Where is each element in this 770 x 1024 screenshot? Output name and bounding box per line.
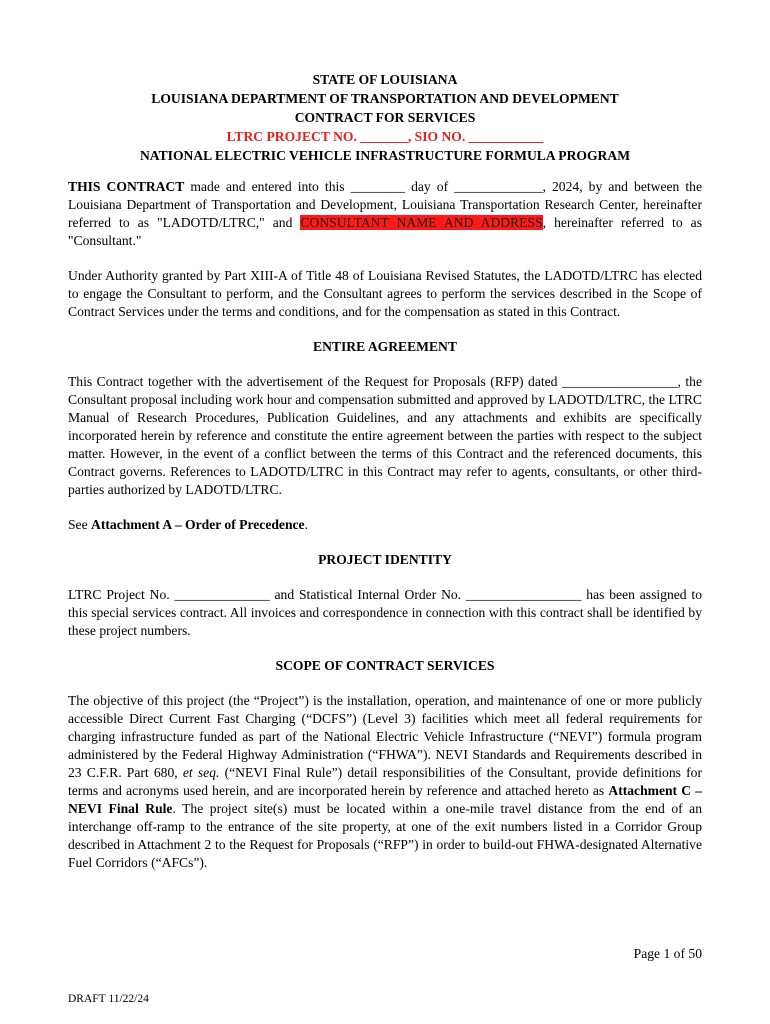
project-identity-body: LTRC Project No. ______________ and Statistical Internal Order No. _________________ has been assigned to this special services contract. All invoices and correspondence in connection with this contract shall be identified by these project numbers.	[68, 587, 702, 638]
page-number: Page 1 of 50	[633, 946, 702, 961]
intro-lead: THIS CONTRACT	[68, 179, 185, 194]
see-prefix: See	[68, 517, 92, 532]
project-identity-heading: PROJECT IDENTITY	[318, 552, 452, 567]
title-program: NATIONAL ELECTRIC VEHICLE INFRASTRUCTURE FORMULA PROGRAM	[139, 148, 631, 163]
scope-body	[68, 692, 702, 872]
draft-date: DRAFT 11/22/24	[68, 993, 149, 1005]
scope-text-3: . The project site(s) must be located within a one-mile travel distance from the end of an interchange off-ramp to the entrance of the site property, at one of the exit numbers listed in a Corridor Group described in Attachment 2 to the Request for Proposals (“RFP”) in order to build-out FHWA-designated Alternative Fuel Corridors (“AFCs”).	[68, 801, 702, 870]
authority-paragraph: Under Authority granted by Part XIII-A of Title 48 of Louisiana Revised Statutes, the LADOTD/LTRC has elected to engage the Consultant to perform, and the Consultant agrees to perform the services described in the Scope of Contract Services under the terms and conditions, and for the compensation as stated in this Contract.	[68, 268, 702, 319]
attachment-c-reference: Attachment C – NEVI Final Rule	[68, 783, 702, 816]
scope-et-seq: et seq.	[182, 765, 220, 780]
scope-text-2: (“NEVI Final Rule”) detail responsibilities of the Consultant, provide definitions for terms and acronyms used herein, and are incorporated herein by reference and attached hereto as	[68, 765, 702, 798]
entire-agreement-heading: ENTIRE AGREEMENT	[313, 339, 457, 354]
title-project-number: LTRC PROJECT NO. _______, SIO NO. ___________	[226, 129, 544, 144]
intro-paragraph	[68, 178, 702, 250]
scope-text-1: The objective of this project (the “Project”) is the installation, operation, and maintenance of one or more publicly accessible Direct Current Fast Charging (“DCFS”) (Level 3) facilities which meet all federal requirements for charging infrastructure funded as part of the National Electric Vehicle Infrastructure (“NEVI”) formula program administered by the Federal Highway Administration (“FHWA”). NEVI Standards and Requirements described in 23 C.F.R. Part 680,	[68, 693, 702, 780]
attachment-a-reference: Attachment A – Order of Precedence	[91, 517, 305, 532]
title-state: STATE OF LOUISIANA	[312, 72, 458, 87]
document-title-block	[68, 70, 702, 166]
see-suffix: .	[304, 517, 308, 532]
consultant-name-highlight: CONSULTANT NAME AND ADDRESS	[300, 215, 543, 230]
title-contract-type: CONTRACT FOR SERVICES	[294, 110, 476, 125]
scope-heading: SCOPE OF CONTRACT SERVICES	[275, 658, 495, 673]
title-department: LOUISIANA DEPARTMENT OF TRANSPORTATION AND DEVELOPMENT	[151, 91, 619, 106]
intro-text-1: made and entered into this ________ day of _____________, 2024, by and between the Louisiana Department of Transportation and Development, Louisiana Transportation Research Center, hereinafter referred to as "LADOTD/LTRC," and	[68, 179, 702, 230]
entire-agreement-body: This Contract together with the advertisement of the Request for Proposals (RFP) dated _________________, the Consultant proposal including work hour and compensation submitted and approved by LADOTD/LTRC, the LTRC Manual of Research Procedures, Publication Guidelines, and any attachments and exhibits are specifically incorporated herein by reference and constitute the entire agreement between the parties with respect to the subject matter. However, in the event of a conflict between the terms of this Contract and the referenced documents, this Contract governs. References to LADOTD/LTRC in this Contract may refer to agents, consultants, or other third-parties authorized by LADOTD/LTRC.	[68, 374, 702, 497]
document-page	[68, 70, 702, 872]
order-of-precedence-reference	[68, 516, 702, 534]
intro-text-2: , hereinafter referred to as "Consultant."	[68, 215, 703, 248]
